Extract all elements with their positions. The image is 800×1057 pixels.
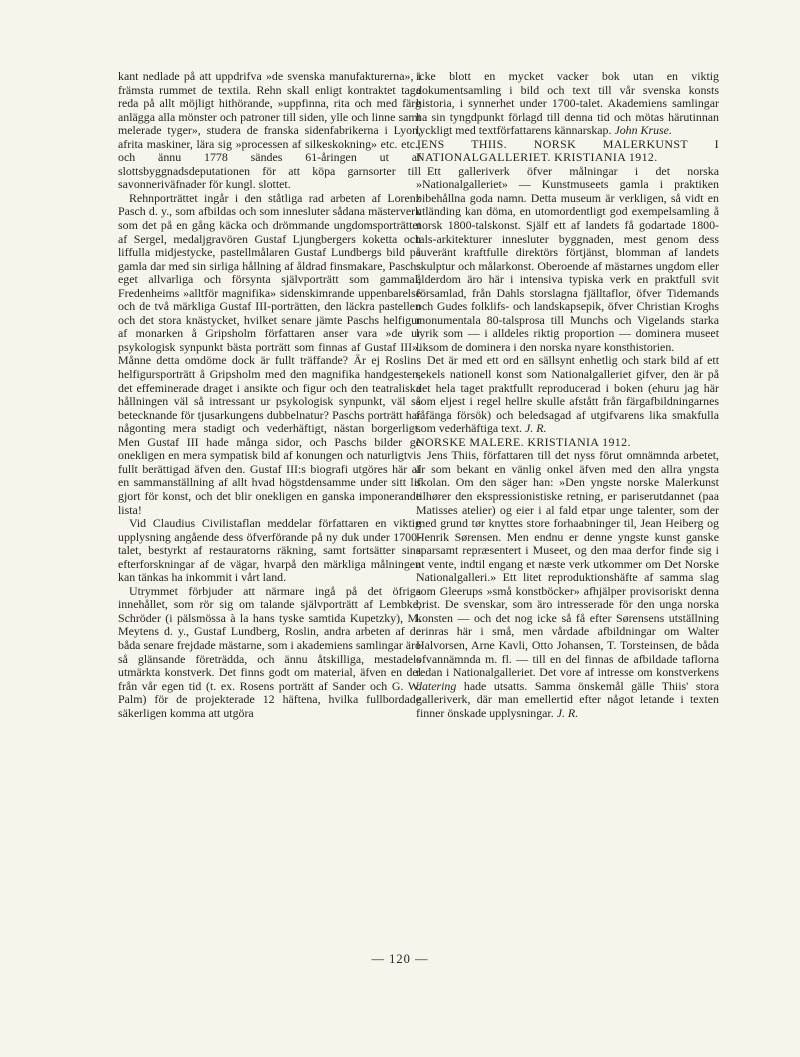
paragraph-text: Det är med ett ord en sällsynt enhetlig och stark bild af ett sekels nationell konst som Nationalgalleriet gifver, den är på det hela taget praktfullt reproducerad i boken (ehuru jag här som eljest i regel hellre skulle afstått från färgafbildningarnes fåfänga försök) och beledsagad af utgifvarens lika smakfulla som vederhäftiga text. — [416, 353, 719, 436]
paragraph: Vid Claudius Civilistaflan meddelar författaren en viktig upplysning angående dess öfverförande på ny duk under 1700-talet, bestyrkt af restauratorns räkning, samt fortsätter sina efterforskningar af de vägar, hvarpå den märkliga målningen kan tänkas ha inkommit i vårt land. — [118, 516, 421, 585]
review-heading: NORSKE MALERE. KRISTIANIA 1912. — [416, 434, 631, 449]
paragraph: kant nedlade på att uppdrifva »de svenska manufakturerna», i främsta rummet de textila. Rehn skall enligt kontraktet taga reda på allt möjligt hithörande, »uppfinna, rita och med färg anlägga alla mönster och patroner till siden, ylle och linne samt melerade tyger», studera de franska sidenfabrikerna i Lyon, afrita maskiner, lära sig »processen af silkeskokning» etc. etc., och ännu 1778 sändes 61-åringen ut af slottsbyggnadsdeputationen för att köpa garnsorter till savonneriväfnader för kungl. slottet. — [118, 69, 421, 192]
paragraph-text: hade utsatts. Samma önskemål gälle Thiis' stora galleriverk, där man emellertid efter något letande i texten finner önskade upplysningar. — [416, 678, 719, 720]
review-signature: J. R. — [556, 705, 579, 720]
paragraph-text: Jens Thiis, författaren till det nyss förut omnämnda arbetet, är som bekant en vänlig onkel äfven med den allra yngsta skolan. Om den säger han: »Den yngste norske Malerkunst tilhører den ekspressionistiske retning, er pariserutdannet (paa Matisses atelier) og eier i al fald etpar unge talenter, som der med grund tør knyttes store forhaabninger til, Jean Heiberg og Henrik Sørensen. Men endnu er denne yngste kunst ganske sparsamt repræsentert i Museet, og den maa derfor finde sig i at vente, indtil engang et næste verk utkommer om Det Norske Nationalgalleri.» Ett litet reproduktionshäfte af samma slag som Gleerups »små konstböcker» afhjälper provisoriskt denna brist. De svenskar, som äro intresserade för den unga norska konsten — och det nog icke så få efter Sørensens utställning erinras här i små, men vårdade afbildningar om Walter Halvorsen, Arne Kavli, Otto Johansen, T. Torsteinsen, de båda ofvannämnda m. fl. — till en del finnas de afbildade taflorna redan i Nationalgalleriet. Det vore af intresse om konstverkens — [416, 448, 719, 680]
review-signature: J. R. — [524, 421, 547, 436]
page-number: — 120 — — [371, 952, 429, 966]
paragraph: Rehnporträttet ingår i den ståtliga rad arbeten af Lorenz Pasch d. y., som afbildas och som innesluter sådana mästerverk som det på en gång käcka och drömmande ungdomsporträttet af Sergel, medaljgravören Gustaf Ljungbergers koketta och liffulla midjestycke, pastellmålaren Gustaf Lundbergs bild på gamla dar med sin sirliga hållning af åldrad finsmakare, Paschs eget allvarliga och försynta självporträtt som gammal, Fredenheims »alltför magnifika» sidenskimrande uppenbarelse och de två märkliga Gustaf III-porträtten, den läckra pastellen och det stora knästycket, hvilket senare jämte Paschs helfigur af monarken å Gripsholm författaren anser vara »de ur psykologisk synpunkt bästa porträtt som finnas af Gustaf III». Månne detta omdöme dock är fullt träffande? Är ej Roslins helfigursporträtt å Gripsholm med den magnifika handgesten, det effeminerade draget i ansikte och figur och den teatraliska hållningen väl så intressant ur psykologisk synpunkt, väl så betecknande för tjusarkungens dubbelnatur? Paschs porträtt har någonting mera stadigt och vederhäftigt, nästan borgerligt. Men Gustaf III hade många sidor, och Paschs bilder ge onekligen en mera sympatisk bild af konungen och naturligtvis fullt berättigad äfven den. Gustaf III:s biografi utgöres här af en sammanställning af allt hvad högstdensamme under sitt lif gjort för konst, och det blir onekligen en ganska imponerande lista! — [118, 190, 421, 517]
review-signature: John Kruse. — [614, 123, 672, 138]
paragraph-text: icke blott en mycket vacker bok utan en viktig dokumentsamling i bild och text till vår svenska konsts historia, i synnerhet under 1700-talet. Akademiens samlingar ha sin tyngdpunkt förlagd till denna tid och mötas härutinnan lyckligt med textförfattarens kännarskap. — [416, 69, 719, 138]
review-closing-paragraph — [416, 449, 719, 720]
review-closing-paragraph — [416, 354, 719, 435]
emphasized-word: datering — [416, 678, 457, 693]
review-closing-paragraph — [416, 70, 719, 138]
review-heading: JENS THIIS. NORSK MALERKUNST I NATIONALGALLERIET. KRISTIANIA 1912. — [416, 136, 719, 165]
right-text-column — [416, 70, 719, 720]
left-text-column — [118, 70, 421, 720]
paragraph: Ett galleriverk öfver målningar i det norska »Nationalgalleriet» — Kunstmuseets gamla i praktiken bibehållna goda namn. Detta museum är verkligen, så vidt en utländing kan döma, en utomordentligt god exempelsamling å norsk 1800-talskonst. Själf ett af landets få godartade 1800-tals-arkitekturer innesluter byggnaden, mest genom dess suveränt kraftfulle direktörs förtjänst, blomman af landets skulptur och målarkonst. Oberoende af mästarnes ungdom eller ålderdom äro här i intensiva typiska verk en praktfull svit församlad, från Dahls storslagna fjälltaflor, öfver Tidemands och Gudes folklifs- och landskapsepik, öfver Christian Kroghs monumentala 80-talsprosa till Munchs och Vigelands starka lyrik som — i alldeles riktig proportion — dominera museet liksom de dominera i den norska nyare konsthistorien. — [416, 163, 719, 354]
paragraph: Utrymmet förbjuder att närmare ingå på det öfriga innehållet, som rör sig om talande självporträtt af Lembke, Schröder (i pälsmössa à la hans tyske samtida Kupetzky), M. Meytens d. y., Gustaf Lundberg, Roslin, andra arbeten af de båda senare frejdade mästarne, som i akademiens samlingar äro så glänsande företrädda, och ännu åtskilliga, mestadels utmärkta konstverk. Det finns godt om material, äfven en del från vår egen tid (t. ex. Rosens porträtt af Sander och G. W. Palm) för de projekterade 12 häftena, hvilka fullbordade säkerligen komma att utgöra — [118, 583, 421, 720]
